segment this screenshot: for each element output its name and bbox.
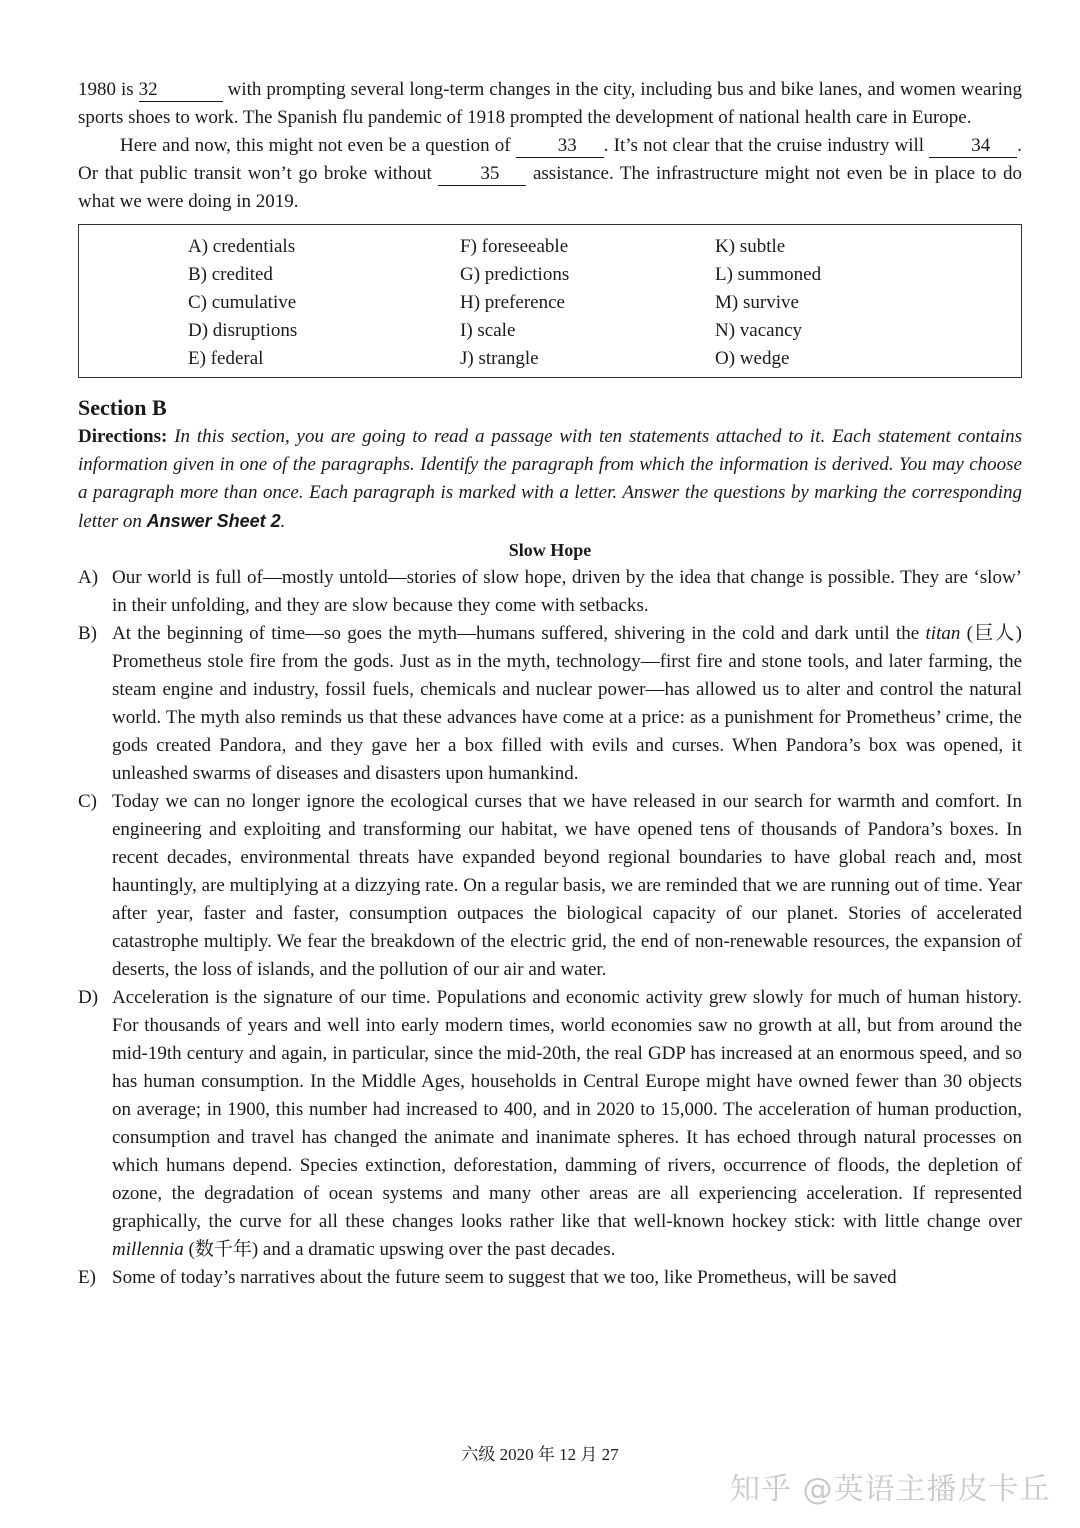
word-option: H) preference: [460, 292, 565, 313]
word-bank-column-3: [715, 233, 821, 373]
paragraph-e: [78, 1264, 1022, 1292]
blank-35: 35: [438, 163, 526, 186]
paragraph-letter: B): [78, 623, 97, 644]
paragraph-text: [112, 984, 1022, 1264]
paragraph-a: [78, 564, 1022, 620]
paragraph-c: [78, 788, 1022, 984]
word-option: L) summoned: [715, 264, 822, 285]
directions: [78, 423, 1022, 536]
blank-34: 34: [929, 135, 1017, 158]
text-run: assistance. The infrastructure might not even be in place to do what we were doing in 2019.: [78, 163, 1022, 212]
gap-paragraph-2: [78, 132, 1022, 216]
exam-page: [78, 76, 1022, 1292]
text-run: Here and now, this might not even be a question of: [120, 135, 516, 156]
word-option: D) disruptions: [188, 320, 298, 341]
italic-term: millennia: [112, 1239, 184, 1260]
watermark: 知乎 @英语主播皮卡丘: [730, 1472, 1051, 1507]
paragraph-letter: D): [78, 987, 99, 1008]
directions-label: Directions:: [78, 426, 168, 447]
text-run: (数千年) and a dramatic upswing over the past decades.: [183, 1239, 616, 1260]
text-run: At the beginning of time—so goes the myth—humans suffered, shivering in the cold and dark until the: [112, 623, 926, 644]
word-option: J) strangle: [460, 348, 539, 369]
paragraph-letter: C): [78, 791, 97, 812]
paragraph-text: Some of today’s narratives about the future seem to suggest that we too, like Prometheus, will be saved: [112, 1267, 897, 1288]
word-bank-column-1: [188, 233, 297, 373]
paragraph-letter: A): [78, 567, 99, 588]
word-option: N) vacancy: [715, 320, 803, 341]
passage-title: Slow Hope: [508, 540, 592, 560]
text-run: 1980 is: [78, 79, 139, 100]
word-bank-column-2: [460, 233, 569, 373]
page-footer: 六级 2020 年 12 月 27: [461, 1445, 619, 1464]
word-option: I) scale: [460, 320, 516, 341]
word-option: G) predictions: [460, 264, 570, 285]
directions-text: In this section, you are going to read a passage with ten statements attached to it. Each statement contains information given in one of the paragraphs. Identify the paragraph from which the information is derived. You may choose a paragraph more than once. Each paragraph is marked with a letter. Answer the questions by marking the corresponding letter on: [78, 426, 1022, 532]
word-option: A) credentials: [188, 236, 296, 257]
answer-sheet-label: Answer Sheet 2: [146, 511, 281, 531]
paragraph-d: [78, 984, 1022, 1264]
blank-33: 33: [516, 135, 604, 158]
paragraph-text: Today we can no longer ignore the ecological curses that we have released in our search for warmth and comfort. In engineering and exploiting and transforming our habitat, we have opened tens of thousands of Pandora’s boxes. In recent decades, environmental threats have expanded beyond regional boundaries to have global reach and, most hauntingly, are multiplying at a dizzying rate. On a regular basis, we are reminded that we are running out of time. Year after year, faster and faster, consumption outpaces the biological capacity of our planet. Stories of accelerated catastrophe multiply. We fear the breakdown of the electric grid, the end of non-renewable resources, the expansion of deserts, the loss of islands, and the pollution of our air and water.: [112, 791, 1022, 980]
text-run: . Or that public transit won’t go broke without: [78, 135, 1022, 184]
word-option: O) wedge: [715, 348, 790, 369]
text-run: with prompting several long-term changes in the city, including bus and bike lanes, and women wearing sports shoes to work. The Spanish flu pandemic of 1918 prompted the development of national health care in Europe.: [78, 79, 1022, 128]
word-bank-box: [78, 224, 1022, 378]
text-run: (巨人) Prometheus stole fire from the gods. Just as in the myth, technology—first fire and stone tools, and later farming, the steam engine and industry, fossil fuels, chemicals and nuclear power—has allowed us to alter and control the natural world. The myth also reminds us that these advances have come at a price: as a punishment for Prometheus’ crime, the gods created Pandora, and they gave her a box filled with evils and curses. When Pandora’s box was opened, it unleashed swarms of diseases and disasters upon humankind.: [112, 623, 1023, 784]
directions-end: .: [280, 511, 286, 532]
word-option: B) credited: [188, 264, 273, 285]
text-run: Acceleration is the signature of our time. Populations and economic activity grew slowly for much of human history. For thousands of years and well into early modern times, world economies saw no growth at all, but from around the mid-19th century and again, in particular, since the mid-20th, the real GDP has increased at an enormous speed, and so has human consumption. In the Middle Ages, households in Central Europe might have owned fewer than 30 objects on average; in 1900, this number had increased to 400, and in 2020 to 15,000. The acceleration of human production, consumption and travel has changed the animate and inanimate spheres. It has echoed through natural processes on which humans depend. Species extinction, deforestation, damming of rivers, occurrence of floods, the depletion of ozone, the degradation of ocean systems and many other areas are all experiencing acceleration. If represented graphically, the curve for all these changes looks rather like that well-known hockey stick: with little change over: [112, 987, 1022, 1232]
paragraph-text: [112, 620, 1022, 788]
blank-32: 32: [139, 79, 223, 102]
word-option: M) survive: [715, 292, 799, 313]
paragraph-b: [78, 620, 1022, 788]
gap-paragraph-1: [78, 76, 1022, 132]
word-option: K) subtle: [715, 236, 786, 257]
word-option: F) foreseeable: [460, 236, 569, 257]
paragraph-text: Our world is full of—mostly untold—stories of slow hope, driven by the idea that change is possible. They are ‘slow’ in their unfolding, and they are slow because they come with setbacks.: [112, 567, 1022, 616]
text-run: . It’s not clear that the cruise industry will: [603, 135, 930, 156]
paragraph-letter: E): [78, 1267, 96, 1288]
word-option: C) cumulative: [188, 292, 297, 313]
word-option: E) federal: [188, 348, 264, 369]
italic-term: titan: [925, 623, 961, 644]
section-title: Section B: [78, 395, 167, 420]
